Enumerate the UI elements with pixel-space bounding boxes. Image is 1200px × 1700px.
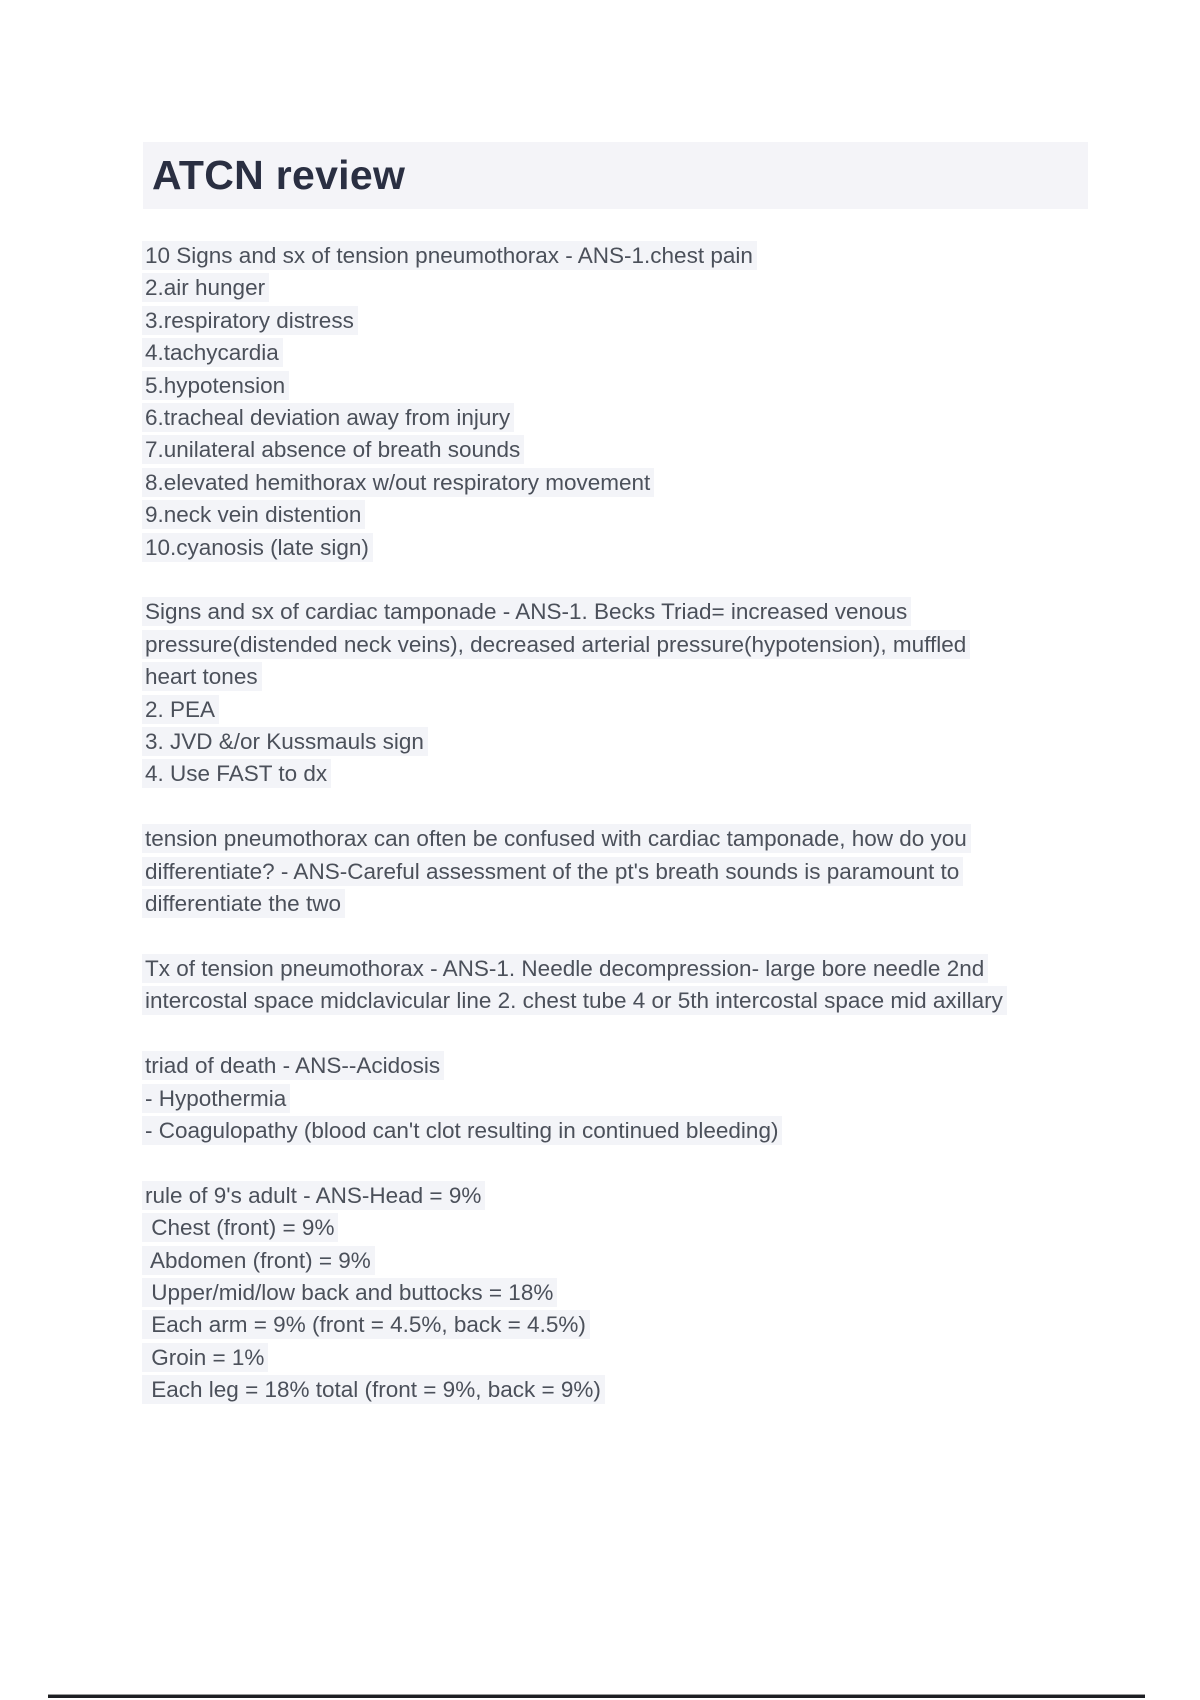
text-line [145,402,1085,434]
highlighted-text: 4.tachycardia [142,338,283,367]
text-line [145,1180,1085,1212]
text-line [145,499,1085,531]
highlighted-text: 10 Signs and sx of tension pneumothorax - ANS-1.chest pain [142,241,757,270]
highlighted-text: - Coagulopathy (blood can't clot resulting in continued bleeding) [142,1116,782,1145]
highlighted-text: Each arm = 9% (front = 4.5%, back = 4.5%) [142,1310,590,1339]
highlighted-text: 3.respiratory distress [142,306,358,335]
paragraph [145,823,1085,920]
text-line [145,856,1085,888]
text-line [145,629,1085,661]
highlighted-text: Abdomen (front) = 9% [142,1246,375,1275]
text-line [145,1342,1085,1374]
text-line [145,1245,1085,1277]
highlighted-text: 2. PEA [142,695,219,724]
highlighted-text: 8.elevated hemithorax w/out respiratory movement [142,468,654,497]
text-line [145,1050,1085,1082]
highlighted-text: intercostal space midclavicular line 2. chest tube 4 or 5th intercostal space mid axillary [142,986,1007,1015]
text-line [145,1277,1085,1309]
text-line [145,467,1085,499]
highlighted-text: 10.cyanosis (late sign) [142,533,373,562]
highlighted-text: pressure(distended neck veins), decreased arterial pressure(hypotension), muffled [142,630,970,659]
text-line [145,1374,1085,1406]
text-line [145,1083,1085,1115]
text-line [145,1309,1085,1341]
highlighted-text: Groin = 1% [142,1343,268,1372]
highlighted-text: 7.unilateral absence of breath sounds [142,435,524,464]
highlighted-text: rule of 9's adult - ANS-Head = 9% [142,1181,485,1210]
text-line [145,758,1085,790]
text-line [145,694,1085,726]
text-line [145,661,1085,693]
highlighted-text: differentiate? - ANS-Careful assessment of the pt's breath sounds is paramount to [142,857,963,886]
paragraph [145,953,1085,1018]
highlighted-text: Chest (front) = 9% [142,1213,338,1242]
text-line [145,823,1085,855]
highlighted-text: 2.air hunger [142,273,269,302]
text-line [145,305,1085,337]
paragraph [145,1180,1085,1407]
next-page-edge [48,1694,1145,1698]
text-line [145,953,1085,985]
highlighted-text: 6.tracheal deviation away from injury [142,403,514,432]
document-body [145,240,1085,1439]
page-title: ATCN review [152,152,406,198]
highlighted-text: Upper/mid/low back and buttocks = 18% [142,1278,557,1307]
paragraph [145,1050,1085,1147]
paragraph [145,240,1085,564]
text-line [145,337,1085,369]
highlighted-text: Each leg = 18% total (front = 9%, back = 9%) [142,1375,605,1404]
highlighted-text: heart tones [142,662,262,691]
text-line [145,272,1085,304]
highlighted-text: Signs and sx of cardiac tamponade - ANS-1. Becks Triad= increased venous [142,597,911,626]
text-line [145,370,1085,402]
text-line [145,985,1085,1017]
highlighted-text: differentiate the two [142,889,345,918]
text-line [145,888,1085,920]
highlighted-text: - Hypothermia [142,1084,290,1113]
text-line [145,1212,1085,1244]
text-line [145,1115,1085,1147]
text-line [145,726,1085,758]
highlighted-text: 9.neck vein distention [142,500,365,529]
text-line [145,434,1085,466]
highlighted-text: 5.hypotension [142,371,289,400]
highlighted-text: tension pneumothorax can often be confused with cardiac tamponade, how do you [142,824,971,853]
text-line [145,532,1085,564]
highlighted-text: 3. JVD &/or Kussmauls sign [142,727,428,756]
text-line [145,240,1085,272]
highlighted-text: triad of death - ANS--Acidosis [142,1051,444,1080]
document-title-band [143,142,1088,209]
highlighted-text: 4. Use FAST to dx [142,759,331,788]
paragraph [145,596,1085,790]
text-line [145,596,1085,628]
highlighted-text: Tx of tension pneumothorax - ANS-1. Needle decompression- large bore needle 2nd [142,954,988,983]
